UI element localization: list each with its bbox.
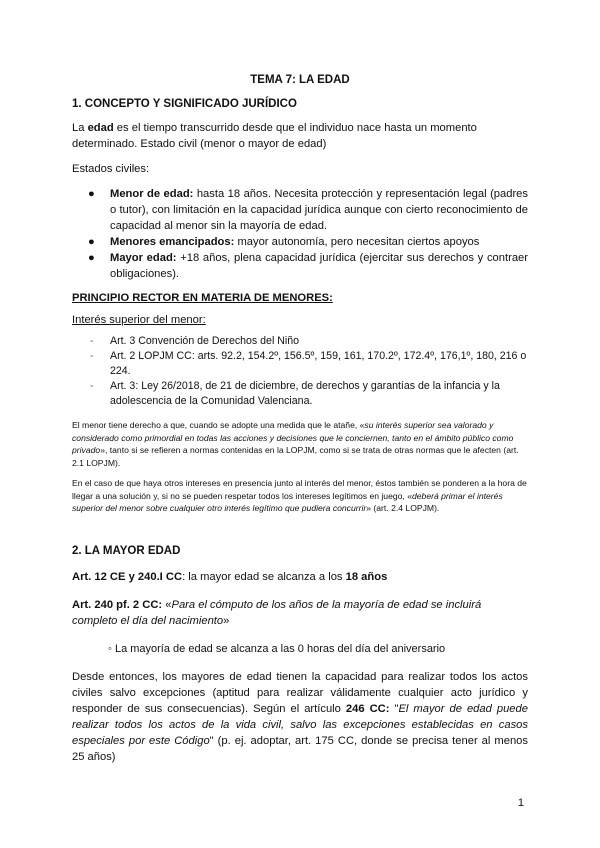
document-title: TEMA 7: LA EDAD bbox=[250, 74, 350, 86]
section-1-heading: 1. CONCEPTO Y SIGNIFICADO JURÍDICO bbox=[72, 98, 297, 110]
list-item bbox=[72, 334, 528, 349]
dash-icon: - bbox=[90, 380, 94, 392]
section-2-heading: 2. LA MAYOR EDAD bbox=[72, 544, 181, 557]
note-paragraph-2 bbox=[72, 477, 528, 515]
list-item bbox=[72, 379, 528, 409]
list-item bbox=[72, 250, 528, 282]
age-value: 18 años bbox=[345, 570, 388, 583]
note-text: », tanto si se refieren a normas contenidas en la LOPJM, como si se trata de otras normas que le afecten (art. 2.1 LOPJM). bbox=[72, 445, 519, 468]
note-paragraph-1 bbox=[72, 419, 528, 469]
page-number: 1 bbox=[517, 797, 524, 809]
bullet-icon: ● bbox=[88, 236, 95, 248]
paragraph-text: " (p. ej. adoptar, art. 175 CC, donde se precisa tener al menos 25 años) bbox=[72, 734, 528, 763]
capacidad-paragraph bbox=[72, 669, 528, 765]
estados-civiles-label: Estados civiles: bbox=[72, 163, 150, 175]
list-item bbox=[72, 349, 528, 379]
quote-mark: « bbox=[162, 598, 172, 611]
article-ref: 246 CC: bbox=[345, 702, 390, 715]
note-text: El menor tiene derecho a que, cuando se adopte una medida que le atañe, « bbox=[72, 420, 365, 430]
dash-icon: - bbox=[90, 335, 94, 347]
list-item-text: Art. 3: Ley 26/2018, de 21 de diciembre, de derechos y garantías de la infancia y la adolescencia de la Comunidad Valenciana. bbox=[110, 380, 500, 407]
quote-mark: » bbox=[223, 614, 230, 627]
bullet-icon: ● bbox=[88, 252, 95, 264]
principio-rector-heading: PRINCIPIO RECTOR EN MATERIA DE MENORES: bbox=[72, 292, 333, 304]
intro-pre: La bbox=[72, 122, 88, 134]
list-item bbox=[72, 234, 528, 250]
document-page bbox=[72, 64, 528, 765]
intro-post: es el tiempo transcurrido desde que el individuo nace hasta un momento determinado. Estado civil (menor o mayor de edad) bbox=[72, 122, 477, 150]
paragraph-text: : la mayor edad se alcanza a los bbox=[182, 570, 346, 583]
list-item-text: +18 años, plena capacidad jurídica (ejercitar sus derechos y contraer obligaciones). bbox=[110, 252, 528, 280]
note-quote: deberá primar el interés superior del menor sobre cualquier otro interés legítimo que pudiera concurrir bbox=[72, 490, 503, 513]
list-item-text: mayor autonomía, pero necesitan ciertos apoyos bbox=[234, 236, 480, 248]
list-item-term: Menor de edad: bbox=[110, 188, 194, 200]
note-text: En el caso de que haya otros intereses en presencia junto al interés del menor, éstos también se ponderen a la hora de llegar a una solución y, si no se pueden respetar todos los intereses legítimos en juego, « bbox=[72, 478, 527, 501]
bullet-icon: ● bbox=[88, 188, 95, 200]
list-item bbox=[72, 186, 528, 234]
mayoria-edad-note: ◦ La mayoría de edad se alcanza a las 0 horas del día del aniversario bbox=[108, 642, 446, 655]
article-quote: El mayor de edad puede realizar todos los actos de la vida civil, salvo las excepciones establecidas en casos especiales por este Código bbox=[72, 702, 528, 747]
edad-definition bbox=[72, 120, 528, 152]
list-item-term: Menores emancipados: bbox=[110, 236, 235, 248]
intro-bold-term: edad bbox=[87, 122, 114, 134]
article-ref: Art. 240 pf. 2 CC: bbox=[72, 598, 163, 611]
list-item-text: hasta 18 años. Necesita protección y representación legal (padres o tutor), con limitación en la capacidad jurídica aunque con cierto reconocimiento de capacidad al menor sin la mayoría de edad. bbox=[110, 188, 529, 232]
paragraph-text: Desde entonces, los mayores de edad tienen la capacidad para realizar todos los actos civiles salvo excepciones (aptitud para realizar válidamente cualquier acto jurídico y responder de sus consecuencias). Según el artículo bbox=[72, 670, 528, 715]
list-item-text: Art. 2 LOPJM CC: arts. 92.2, 154.2º, 156.5º, 159, 161, 170.2º, 172.4º, 176,1º, 180, 216 o 224. bbox=[110, 350, 527, 377]
note-quote: su interés superior sea valorado y considerado como primordial en todas las acciones y decisiones que le conciernen, tanto en el ámbito público como privado bbox=[72, 420, 514, 455]
note-text: » (art. 2.4 LOPJM). bbox=[366, 503, 440, 513]
art-240-paragraph bbox=[72, 597, 528, 629]
dash-icon: - bbox=[90, 350, 94, 362]
article-quote: Para el cómputo de los años de la mayoría de edad se incluirá completo el día del nacimiento bbox=[72, 598, 482, 627]
list-item-text: Art. 3 Convención de Derechos del Niño bbox=[110, 335, 300, 347]
articles-list bbox=[72, 334, 528, 409]
quote-mark: " bbox=[389, 702, 399, 715]
list-item-term: Mayor edad: bbox=[110, 252, 177, 264]
art-12-paragraph bbox=[72, 569, 528, 585]
interes-superior-label: Interés superior del menor: bbox=[72, 314, 206, 326]
article-ref: Art. 12 CE y 240.I CC bbox=[72, 570, 183, 583]
estados-civiles-list bbox=[72, 186, 528, 282]
